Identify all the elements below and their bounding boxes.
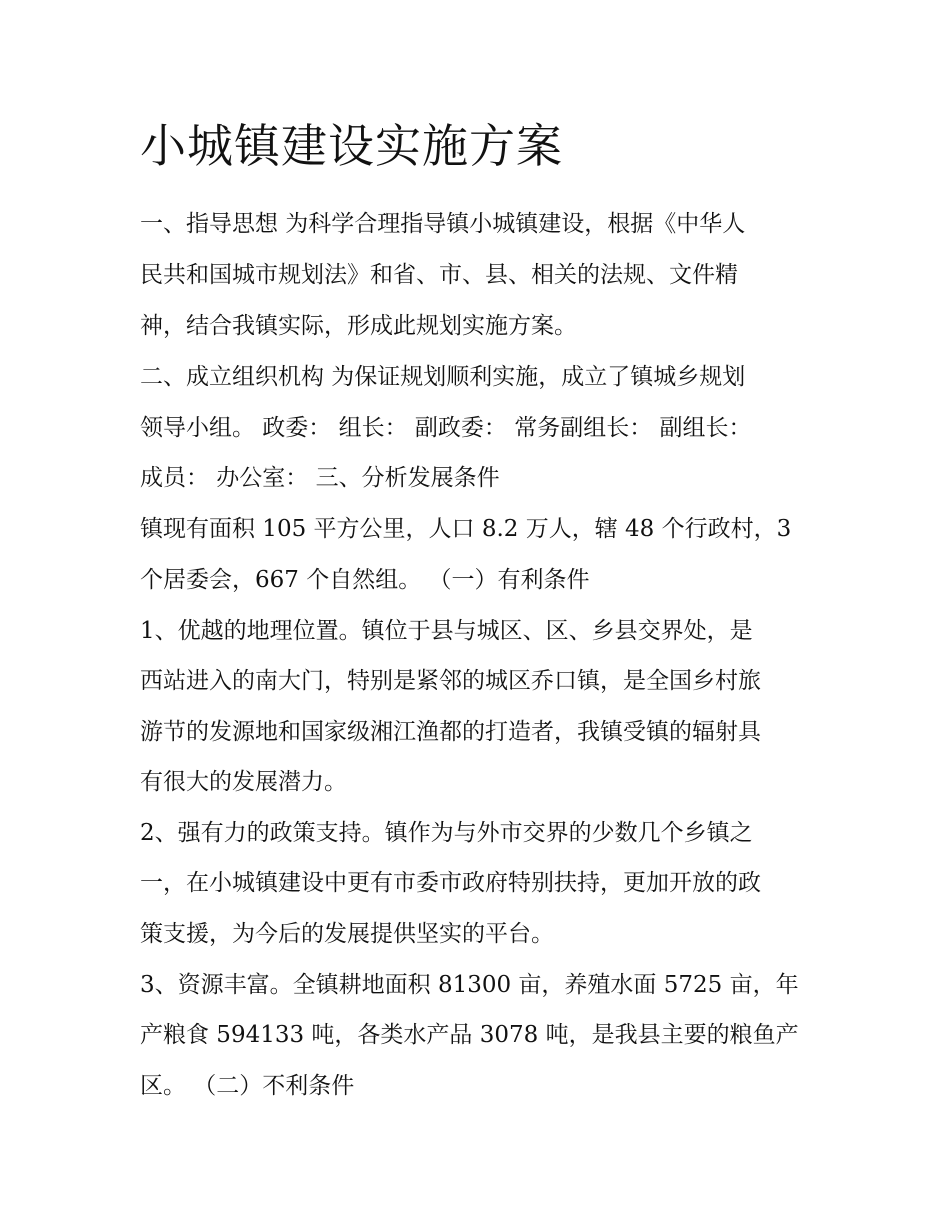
body-line: 3、资源丰富。全镇耕地面积 81300 亩，养殖水面 5725 亩，年	[140, 972, 799, 998]
body-line: 游节的发源地和国家级湘江渔都的打造者，我镇受镇的辐射具	[140, 719, 761, 745]
body-line: 神，结合我镇实际，形成此规划实施方案。	[140, 313, 577, 339]
body-line: 2、强有力的政策支持。镇作为与外市交界的少数几个乡镇之	[140, 820, 753, 846]
body-line: 产粮食 594133 吨，各类水产品 3078 吨，是我县主要的粮鱼产	[140, 1022, 799, 1048]
body-line: 策支援，为今后的发展提供坚实的平台。	[140, 921, 554, 947]
body-line: 二、成立组织机构 为保证规划顺利实施，成立了镇城乡规划	[140, 364, 746, 390]
body-line: 民共和国城市规划法》和省、市、县、相关的法规、文件精	[140, 262, 738, 288]
body-line: 成员： 办公室： 三、分析发展条件	[140, 465, 500, 491]
body-line: 有很大的发展潜力。	[140, 769, 347, 795]
body-line: 一、指导思想 为科学合理指导镇小城镇建设，根据《中华人	[140, 211, 746, 237]
body-line: 区。 （二）不利条件	[140, 1073, 355, 1099]
body-line: 西站进入的南大门，特别是紧邻的城区乔口镇，是全国乡村旅	[140, 668, 761, 694]
document-title: 小城镇建设实施方案	[140, 119, 563, 173]
body-line: 个居委会，667 个自然组。 （一）有利条件	[140, 567, 590, 593]
body-line: 一，在小城镇建设中更有市委市政府特别扶持，更加开放的政	[140, 870, 761, 896]
body-line: 1、优越的地理位置。镇位于县与城区、区、乡县交界处，是	[140, 618, 753, 644]
body-line: 领导小组。 政委： 组长： 副政委： 常务副组长： 副组长：	[140, 415, 752, 441]
body-line: 镇现有面积 105 平方公里，人口 8.2 万人，辖 48 个行政村，3	[140, 516, 792, 542]
